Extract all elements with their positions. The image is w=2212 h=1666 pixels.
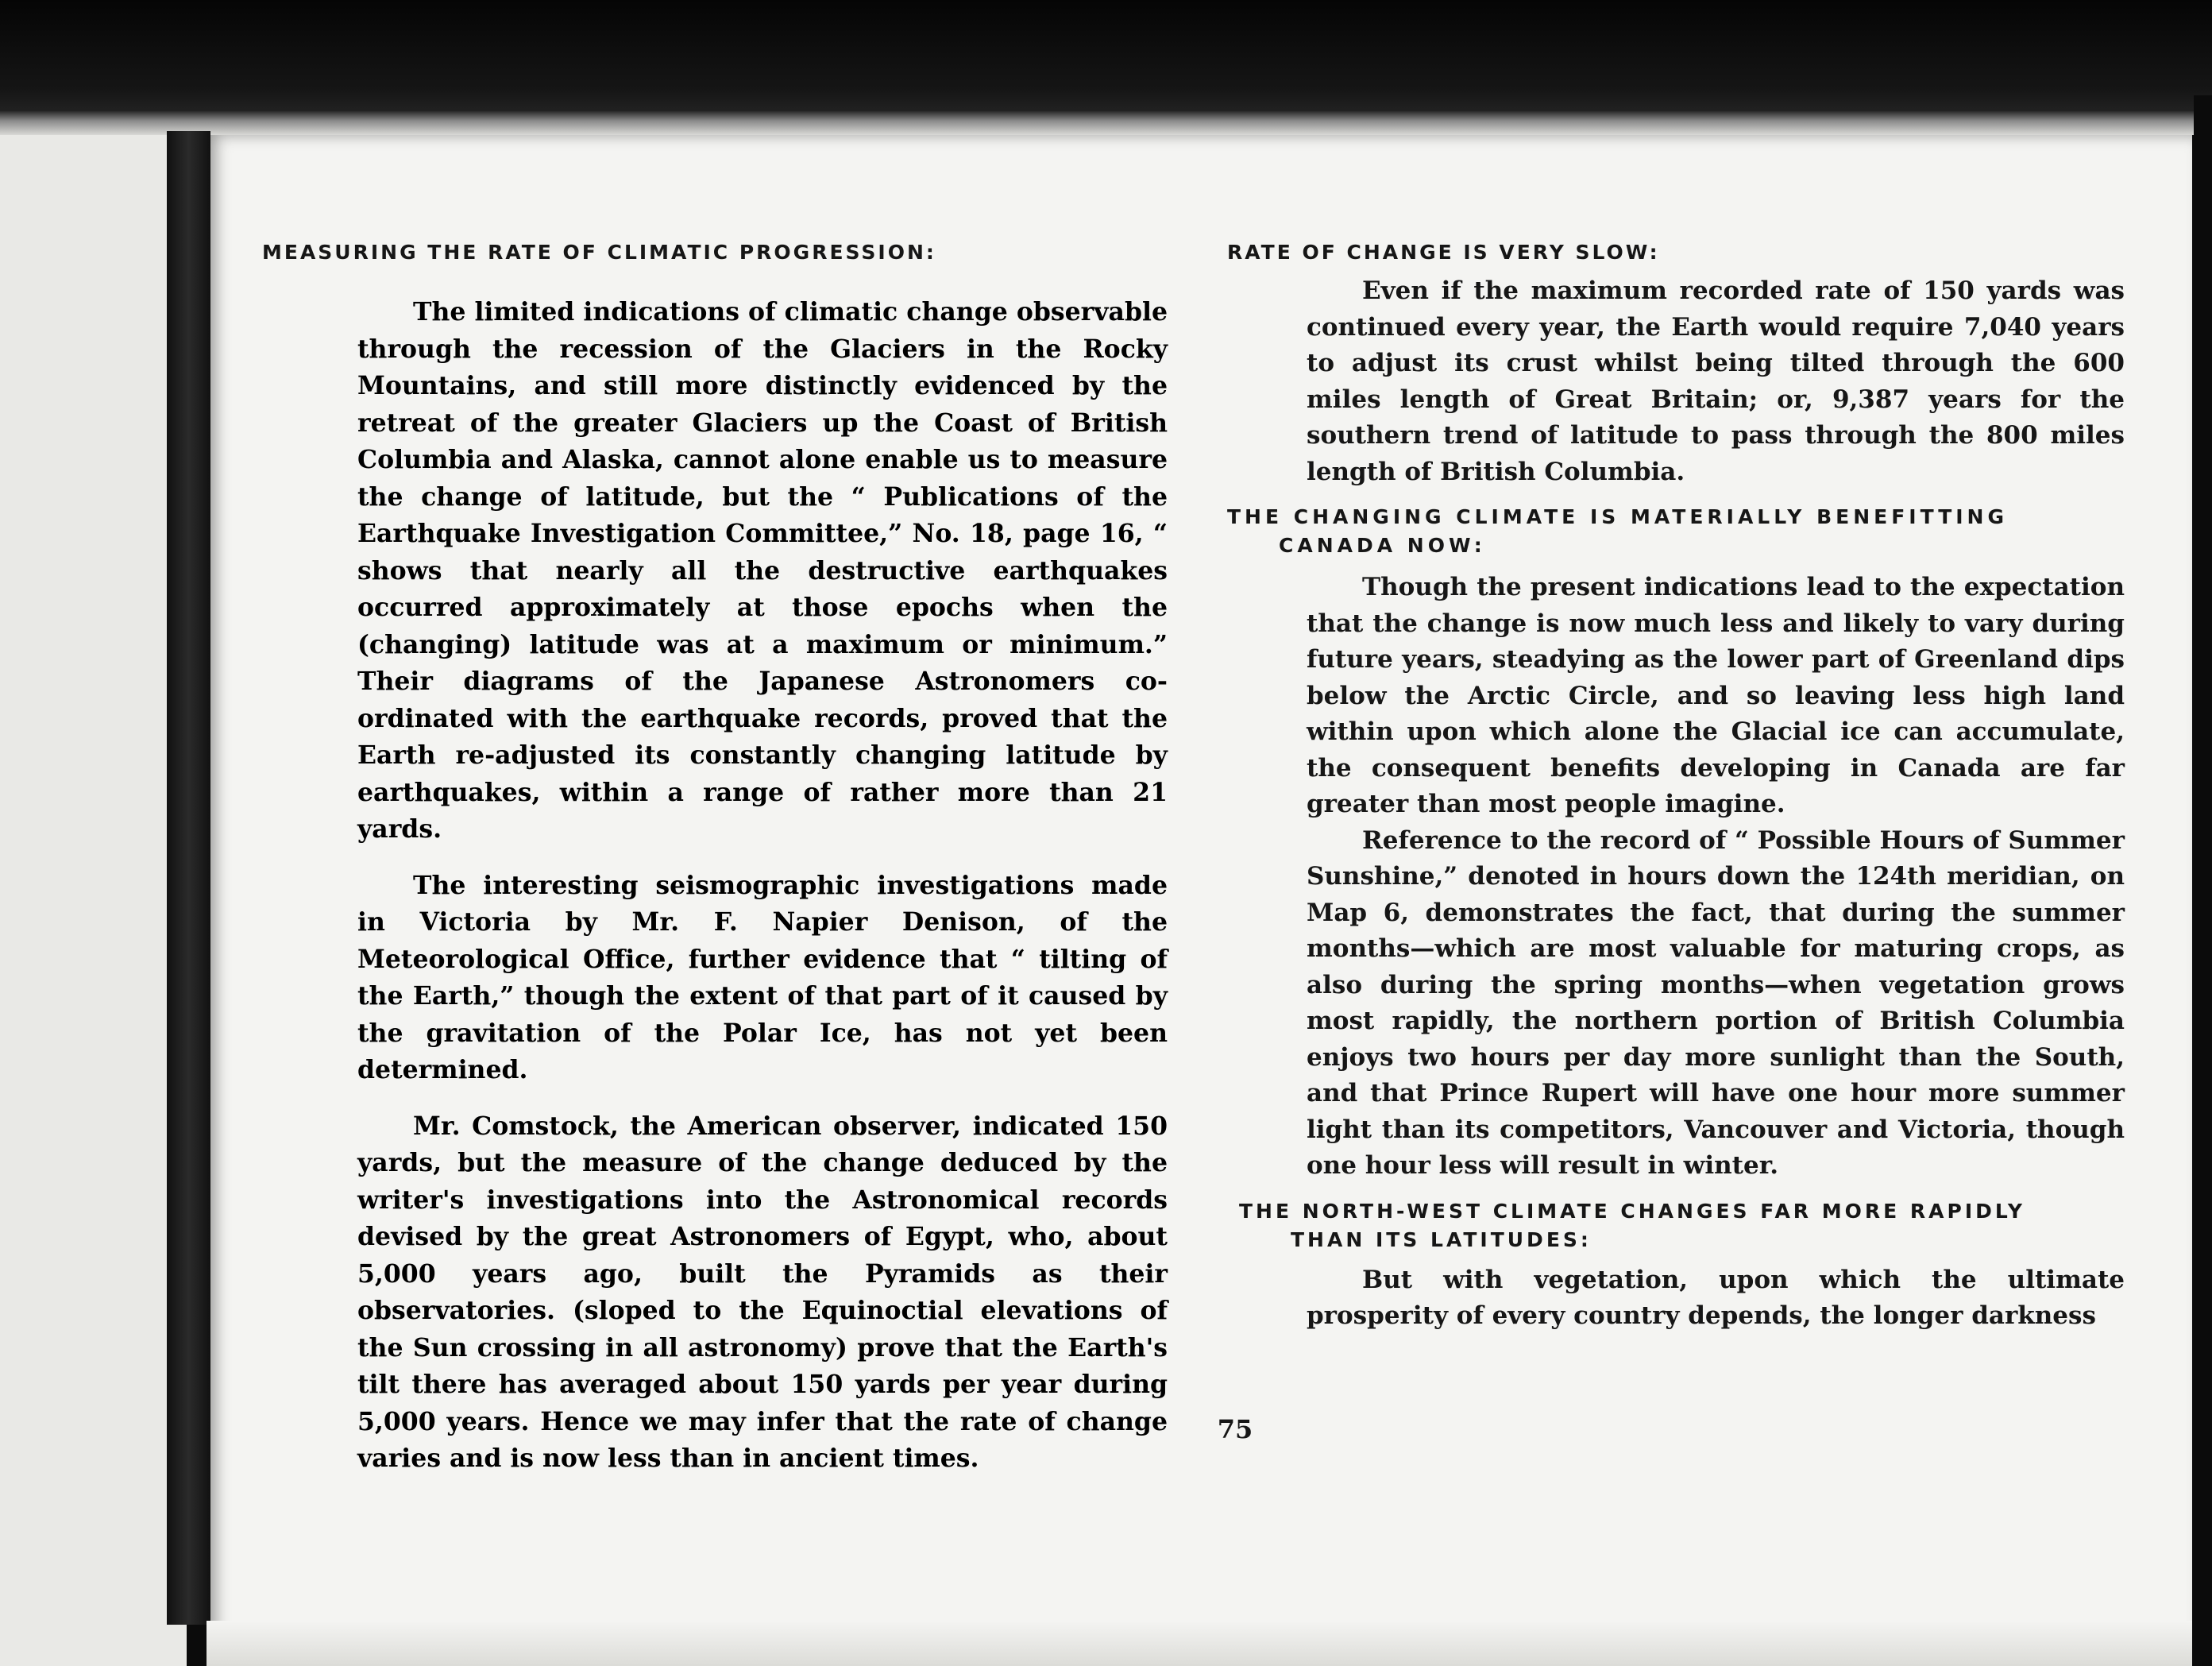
section-heading-rate: RATE OF CHANGE IS VERY SLOW: [1227, 241, 1660, 264]
heading-north-west-line2: THAN ITS LATITUDES: [1291, 1227, 1592, 1251]
paragraph-comstock: Mr. Comstock, the American observer, indicated 150 yards, but the measure of the change deduced by the writer's investigations into the Astronomical records devised by the great Astronomers of Egypt, who, about 5,000 years ago, built the Pyramids as their observatories. (sloped to the Equinoctial elevations of the Sun crossing in all astronomy) prove that the Earth's tilt there has averaged about 150 yards per year during 5,000 years. Hence we may infer that the rate of change varies and is now less than in ancient times. [357, 1111, 1168, 1473]
left-text-block [357, 294, 1168, 1478]
section-rate-of-change [1227, 238, 2125, 490]
section-north-west [1227, 1197, 2125, 1335]
page-top-edge [0, 111, 2212, 135]
page-number: 75 [1217, 1414, 1253, 1444]
scanner-background [0, 0, 2212, 127]
scan-border-right [2194, 95, 2212, 1666]
heading-benefitting-line2: CANADA NOW: [1279, 534, 1486, 557]
section-changing-climate [1227, 503, 2125, 1185]
section-heading-benefitting [1227, 503, 2125, 560]
facing-page-edge [0, 119, 187, 1666]
right-column [1227, 238, 2125, 1335]
section-heading-measuring: MEASURING THE RATE OF CLIMATIC PROGRESSION: [262, 241, 936, 264]
book-spine [167, 131, 210, 1625]
left-column [262, 238, 1168, 267]
heading-north-west-line1: THE NORTH-WEST CLIMATE CHANGES FAR MORE RAPIDLY [1239, 1199, 2026, 1223]
paragraph-vegetation: But with vegetation, upon which the ultimate prosperity of every country depends, the longer darkness [1307, 1265, 2125, 1330]
paragraph-glaciers-text: The limited indications of climatic change observable through the recession of the Glaciers in the Rocky Mountains, and still more distinctly evidenced by the retreat of the greater Glaciers up the Coast of British Columbia and Alaska, cannot alone enable us to measure the change of latitude, but the “ Publications of the Earthquake Investigation Committee,” No. 18, page 16, “ shows that nearly all the destructive earthquakes occurred approximately at those epochs when the (changing) latitude was at a maximum or minimum.” Their diagrams of the Japanese Astronomers co-ordinated with the earthquake records, proved that the Earth re-adjusted its constantly changing latitude by earthquakes, within a range of rather more than 21 yards. [357, 297, 1168, 844]
heading-benefitting-line1: THE CHANGING CLIMATE IS MATERIALLY BENEFITTING [1227, 505, 2009, 528]
paragraph-rate: Even if the maximum recorded rate of 150 yards was continued every year, the Earth would require 7,040 years to adjust its crust whilst being tilted through the 600 miles length of Great Britain; or, 9,387 years for the southern trend of latitude to pass through the 800 miles length of British Columbia. [1307, 276, 2125, 486]
paragraph-seismographic: The interesting seismographic investigations made in Victoria by Mr. F. Napier Denison, of the Meteorological Office, further evidence that “ tilting of the Earth,” though the extent of that part of it caused by the gravitation of the Polar Ice, has not yet been determined. [357, 870, 1168, 1084]
page-bottom-edge [207, 1621, 2192, 1666]
paragraph-sunshine: Reference to the record of “ Possible Hours of Summer Sunshine,” denoted in hours down the 124th meridian, on Map 6, demonstrates the fact, that during the summer months—which are most valuable for maturing crops, as also during the spring months—when vegetation grows most rapidly, the northern portion of British Columbia enjoys two hours per day more sunlight than the South, and that Prince Rupert will have one hour more summer light than its competitors, Vancouver and Victoria, though one hour less will result in winter. [1307, 825, 2125, 1180]
section-heading-north-west [1227, 1197, 2125, 1254]
paragraph-expectation: Though the present indications lead to the expectation that the change is now much less and likely to vary during future years, steadying as the lower part of Greenland dips below the Arctic Circle, and so leaving less high land within upon which alone the Glacial ice can accumulate, the consequent benefits developing in Canada are far greater than most people imagine. [1307, 573, 2125, 818]
